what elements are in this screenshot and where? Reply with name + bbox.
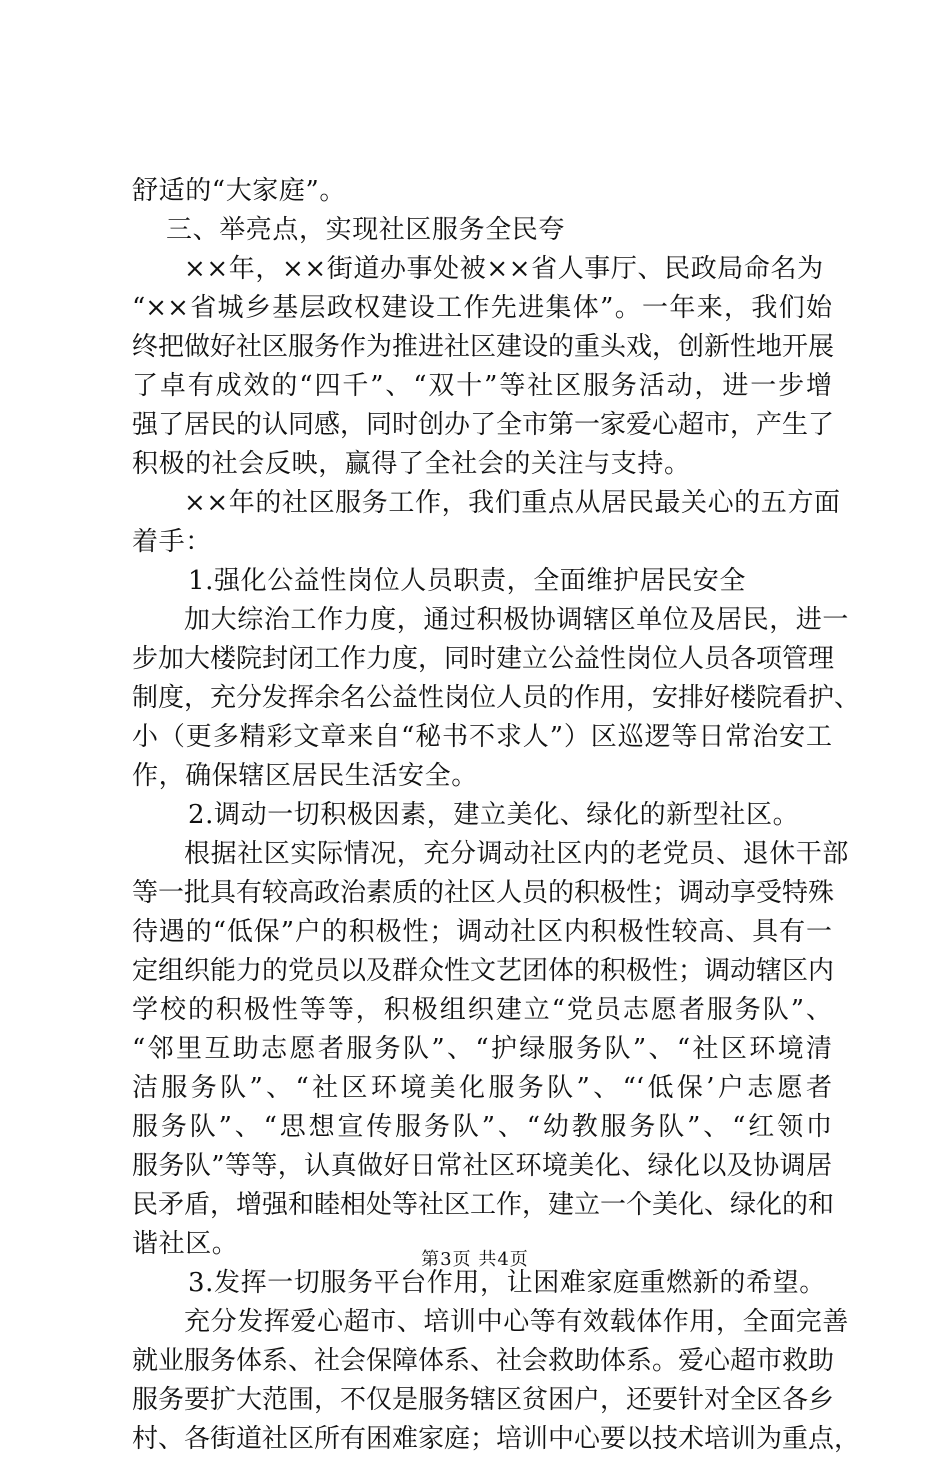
text-line: 待遇的“低保”户的积极性；调动社区内积极性较高、具有一: [132, 917, 832, 947]
text-line: 村、各街道社区所有困难家庭；培训中心要以技术培训为重点，: [132, 1424, 861, 1454]
text-line: 充分发挥爱心超市、培训中心等有效载体作用，全面完善: [184, 1307, 850, 1337]
text-line: 终把做好社区服务作为推进社区建设的重头戏，创新性地开展: [132, 332, 835, 362]
text-line: 积极的社会反映，赢得了全社会的关注与支持。: [132, 449, 691, 479]
subsection-heading: 2.调动一切积极因素，建立美化、绿化的新型社区。: [188, 800, 800, 830]
text-line: 服务队”等等，认真做好日常社区环境美化、绿化以及协调居: [132, 1151, 832, 1181]
text-line: 了卓有成效的“四千”、“双十”等社区服务活动，进一步增: [132, 371, 832, 401]
text-line: 着手：: [132, 527, 212, 557]
text-line: 谐社区。: [132, 1229, 239, 1259]
text-line: 服务队”、“思想宣传服务队”、“幼教服务队”、“红领巾: [132, 1112, 832, 1142]
text-line: 定组织能力的党员以及群众性文艺团体的积极性；调动辖区内: [132, 956, 835, 986]
text-line: ××年的社区服务工作，我们重点从居民最关心的五方面: [184, 488, 841, 518]
text-line: 根据社区实际情况，充分调动社区内的老党员、退休干部: [184, 839, 850, 869]
text-line: 加大综治工作力度，通过积极协调辖区单位及居民，进一: [184, 605, 850, 635]
text-line: “××省城乡基层政权建设工作先进集体”。一年来，我们始: [132, 293, 832, 323]
text-line: 强了居民的认同感，同时创办了全市第一家爱心超市，产生了: [132, 410, 835, 440]
text-line: 学校的积极性等等，积极组织建立“党员志愿者服务队”、: [132, 995, 832, 1025]
text-line: 洁服务队”、“社区环境美化服务队”、“‘低保’户志愿者: [132, 1073, 832, 1103]
text-line: 就业服务体系、社会保障体系、社会救助体系。爱心超市救助: [132, 1346, 835, 1376]
section-heading: 三、举亮点，实现社区服务全民夸: [166, 215, 566, 245]
page-number-footer: 第3页 共4页: [421, 1249, 529, 1270]
text-line: 制度，充分发挥余名公益性岗位人员的作用，安排好楼院看护、: [132, 683, 861, 713]
text-line: 等一批具有较高政治素质的社区人员的积极性；调动享受特殊: [132, 878, 835, 908]
subsection-heading: 1.强化公益性岗位人员职责，全面维护居民安全: [188, 566, 747, 596]
text-line: 作，确保辖区居民生活安全。: [132, 761, 478, 791]
text-line: “邻里互助志愿者服务队”、“护绿服务队”、“社区环境清: [132, 1034, 832, 1064]
text-line: 舒适的“大家庭”。: [132, 176, 346, 206]
text-line: 小（更多精彩文章来自“秘书不求人”）区巡逻等日常治安工: [132, 722, 832, 752]
text-line: 服务要扩大范围，不仅是服务辖区贫困户，还要针对全区各乡: [132, 1385, 835, 1415]
subsection-heading: 3.发挥一切服务平台作用，让困难家庭重燃新的希望。: [188, 1268, 826, 1298]
text-line: 民矛盾，增强和睦相处等社区工作，建立一个美化、绿化的和: [132, 1190, 835, 1220]
text-line: ××年，××街道办事处被××省人事厅、民政局命名为: [184, 254, 824, 284]
text-line: 步加大楼院封闭工作力度，同时建立公益性岗位人员各项管理: [132, 644, 835, 674]
